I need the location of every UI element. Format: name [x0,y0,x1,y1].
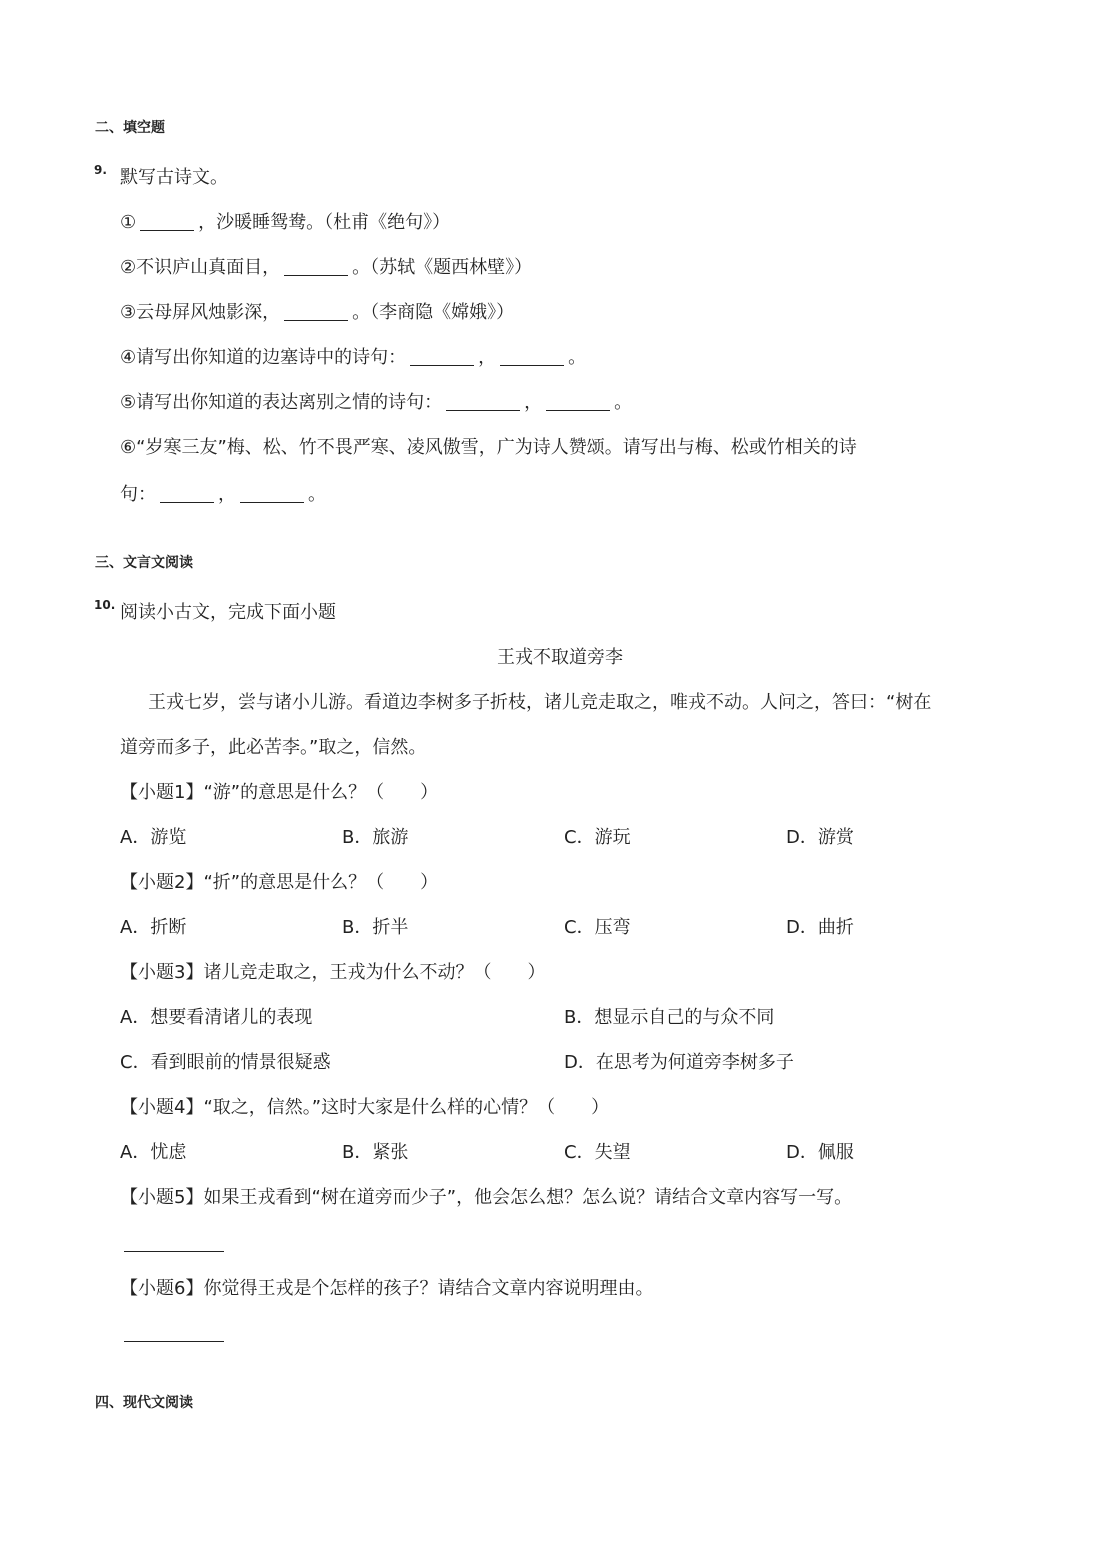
subquestion-2-option-a[interactable]: A．折断 [120,917,187,938]
question-number-9: 9. [94,163,107,177]
subquestion-3-option-c[interactable]: C．看到眼前的情景很疑惑 [120,1052,331,1073]
subquestion-3-option-a[interactable]: A．想要看清诸儿的表现 [120,1007,313,1028]
q9-line-2-text: ②不识庐山真面目， [120,257,281,278]
answer-blank[interactable] [546,394,610,411]
answer-blank[interactable] [500,349,564,366]
subquestion-5-answer-line[interactable] [124,1251,224,1252]
question-number-10: 10. [94,598,116,612]
answer-blank[interactable] [160,486,214,503]
subquestion-1-option-c[interactable]: C．游玩 [564,827,631,848]
subquestion-2-option-d[interactable]: D．曲折 [786,917,854,938]
q9-line-5-text: ⑤请写出你知道的表达离别之情的诗句： [120,392,443,413]
passage-line-1: 王戎七岁，尝与诸小儿游。看道边李树多子折枝，诸儿竞走取之，唯戎不动。人问之，答曰：“树在 [148,692,932,713]
subquestion-4-option-b[interactable]: B．紧张 [342,1142,409,1163]
q9-line-4-comma: ， [478,347,497,368]
q9-line-2-source: 。（苏轼《题西林壁》） [352,257,533,278]
subquestion-5-stem: 【小题5】如果王戎看到“树在道旁而少子”，他会怎么想？怎么说？请结合文章内容写一写。 [120,1187,853,1208]
subquestion-1-option-b[interactable]: B．旅游 [342,827,409,848]
subquestion-2-option-b[interactable]: B．折半 [342,917,409,938]
q9-line-1 [120,211,450,235]
answer-blank[interactable] [140,214,194,231]
q9-line-6-end: 。 [308,484,326,505]
q9-line-3-source: 。（李商隐《嫦娥》） [352,302,515,323]
q9-line-4 [120,346,586,370]
answer-blank[interactable] [284,259,348,276]
q9-line-2 [120,256,532,280]
answer-blank[interactable] [446,394,520,411]
q9-line-6-comma: ， [218,484,236,505]
subquestion-2-stem: 【小题2】“折”的意思是什么？（ ） [120,872,439,893]
subquestion-6-answer-line[interactable] [124,1341,224,1342]
subquestion-4-stem: 【小题4】“取之，信然。”这时大家是什么样的心情？（ ） [120,1097,610,1118]
question-9-prompt: 默写古诗文。 [120,167,228,188]
subquestion-1-stem: 【小题1】“游”的意思是什么？（ ） [120,782,439,803]
q9-line-6-continued [120,483,326,507]
q9-line-4-text: ④请写出你知道的边塞诗中的诗句： [120,347,407,368]
subquestion-4-option-c[interactable]: C．失望 [564,1142,631,1163]
q9-line-3-text: ③云母屏风烛影深， [120,302,281,323]
q9-line-4-end: 。 [568,347,587,368]
q9-line-1-prefix: ① [120,212,137,233]
q9-line-6-text: 句： [120,484,156,505]
subquestion-3-option-b[interactable]: B．想显示自己的与众不同 [564,1007,775,1028]
subquestion-2-option-c[interactable]: C．压弯 [564,917,631,938]
subquestion-6-stem: 【小题6】你觉得王戎是个怎样的孩子？请结合文章内容说明理由。 [120,1278,654,1299]
section-heading-classical-reading: 三、文言文阅读 [95,555,193,571]
subquestion-1-option-a[interactable]: A．游览 [120,827,187,848]
subquestion-3-stem: 【小题3】诸儿竞走取之，王戎为什么不动？（ ） [120,962,546,983]
subquestion-3-option-d[interactable]: D．在思考为何道旁李树多子 [564,1052,794,1073]
question-10-prompt: 阅读小古文，完成下面小题 [120,602,336,623]
answer-blank[interactable] [410,349,474,366]
subquestion-4-option-a[interactable]: A．忧虑 [120,1142,187,1163]
q9-line-3 [120,301,514,325]
passage-line-2: 道旁而多子，此必苦李。”取之，信然。 [120,737,427,758]
q9-line-5-comma: ， [524,392,543,413]
passage-title: 王戎不取道旁李 [497,647,623,668]
q9-line-6: ⑥“岁寒三友”梅、松、竹不畏严寒、凌风傲雪，广为诗人赞颂。请写出与梅、松或竹相关的诗 [120,437,857,458]
q9-line-5-end: 。 [614,392,633,413]
q9-line-1-text: ，沙暖睡鸳鸯。（杜甫《绝句》） [198,212,451,233]
subquestion-4-option-d[interactable]: D．佩服 [786,1142,854,1163]
answer-blank[interactable] [240,486,304,503]
subquestion-1-option-d[interactable]: D．游赏 [786,827,854,848]
answer-blank[interactable] [284,304,348,321]
section-heading-modern-reading: 四、现代文阅读 [95,1395,193,1411]
section-heading-fill-blank: 二、填空题 [95,120,165,136]
q9-line-5 [120,391,632,415]
